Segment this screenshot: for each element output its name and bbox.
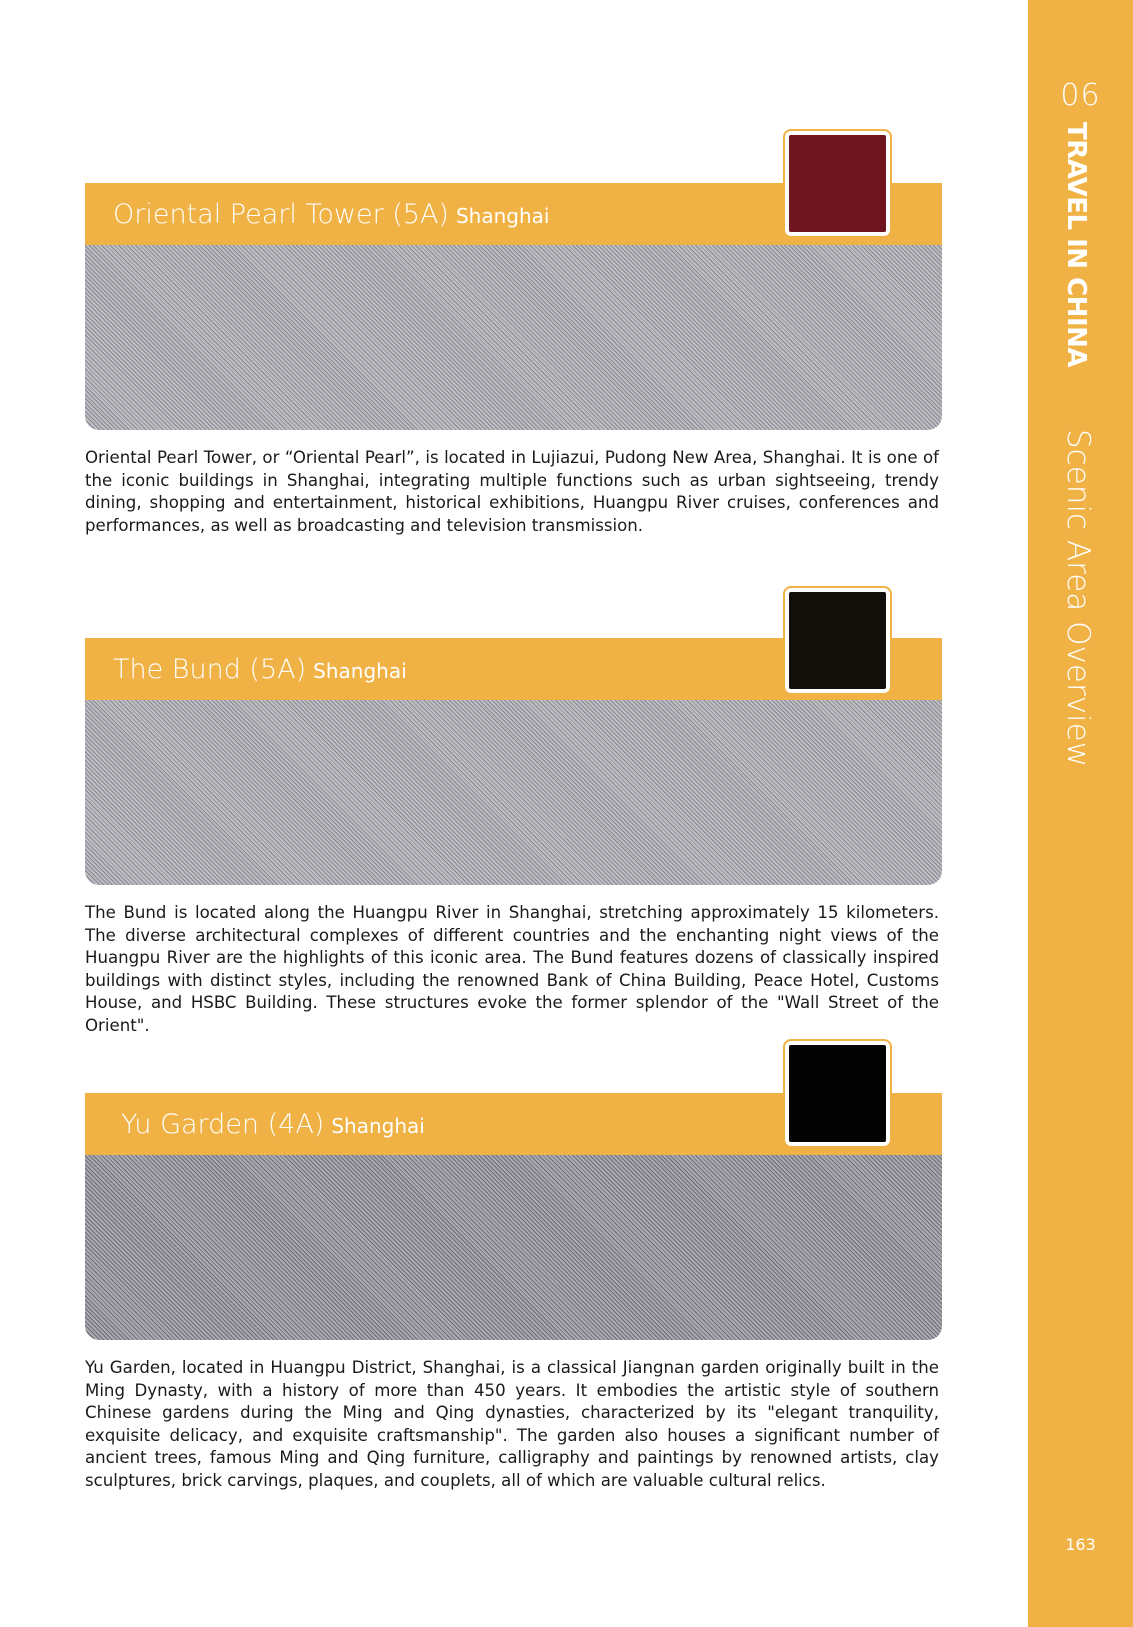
section-the-bund	[85, 638, 942, 1038]
section-thumbnail	[785, 1041, 890, 1146]
chapter-number: 06	[1060, 78, 1101, 113]
chapter-title-light: Scenic Area Overview	[1060, 429, 1096, 768]
section-description: The Bund is located along the Huangpu River in Shanghai, stretching approximately 15 kilometers. The diverse architectural complexes of different countries and the enchanting night views of the Huangpu River are the highlights of this iconic area. The Bund features dozens of classically inspired buildings with distinct styles, including the renowned Bank of China Building, Peace Hotel, Customs House, and HSBC Building. These structures evoke the former splendor of the "Wall Street of the Orient".	[85, 903, 939, 1035]
section-photo	[85, 1155, 942, 1340]
section-photo	[85, 245, 942, 430]
chapter-title	[1060, 122, 1096, 767]
section-thumbnail	[785, 131, 890, 236]
section-description: Yu Garden, located in Huangpu District, Shanghai, is a classical Jiangnan garden originally built in the Ming Dynasty, with a history of more than 450 years. It embodies the artistic style of southern Chinese gardens during the Ming and Qing dynasties, characterized by its "elegant tranquility, exquisite delicacy, and exquisite craftsmanship". The garden also houses a significant number of ancient trees, famous Ming and Qing furniture, calligraphy and paintings by renowned artists, clay sculptures, brick carvings, plaques, and couplets, all of which are valuable cultural relics.	[85, 1358, 939, 1490]
section-location: Shanghai	[331, 1114, 425, 1138]
section-title: Oriental Pearl Tower (5A)	[113, 198, 449, 230]
section-yu-garden	[85, 1093, 942, 1493]
section-description: Oriental Pearl Tower, or “Oriental Pearl”, is located in Lujiazui, Pudong New Area, Shanghai. It is one of the iconic buildings in Shanghai, integrating multiple functions such as urban sightseeing, trendy dining, shopping and entertainment, historical exhibitions, Huangpu River cruises, conferences and performances, as well as broadcasting and television transmission.	[85, 448, 939, 535]
page-number: 163	[1065, 1535, 1096, 1554]
section-location: Shanghai	[455, 204, 550, 228]
section-location: Shanghai	[313, 659, 407, 683]
chapter-title-bold: TRAVEL IN CHINA	[1061, 122, 1091, 367]
section-title: The Bund (5A)	[113, 653, 307, 685]
thumbnail-image	[789, 135, 886, 232]
section-thumbnail	[785, 588, 890, 693]
section-title: Yu Garden (4A)	[121, 1108, 325, 1140]
section-photo	[85, 700, 942, 885]
thumbnail-image	[789, 1045, 886, 1142]
thumbnail-image	[789, 592, 886, 689]
section-oriental-pearl	[85, 183, 942, 543]
